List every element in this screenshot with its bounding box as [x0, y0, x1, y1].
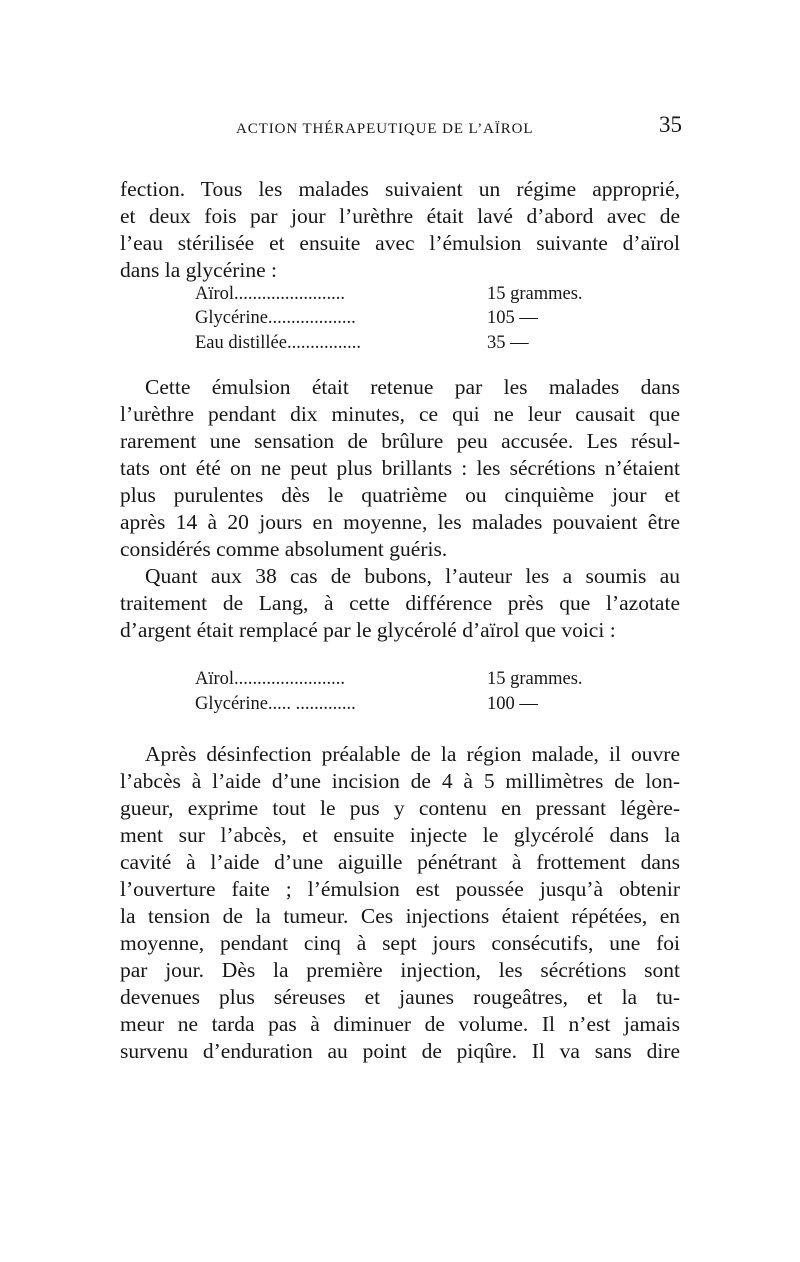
paragraph-1-line-1: fection. Tous les malades suivaient un régime approprié,	[120, 177, 680, 201]
paragraph-4-line-12: survenu d’enduration au point de piqûre. Il va sans dire	[120, 1039, 680, 1063]
paragraph-4-line-1: Après désinfection préalable de la région malade, il ouvre	[145, 742, 680, 766]
paragraph-3-line-3: d’argent était remplacé par le glycérolé d’aïrol que voici :	[120, 618, 616, 642]
paragraph-4-line-8: moyenne, pendant cinq à sept jours consécutifs, une foi	[120, 931, 680, 955]
paragraph-3-line-1: Quant aux 38 cas de bubons, l’auteur les a soumis au	[145, 564, 680, 588]
running-header	[120, 112, 682, 146]
paragraph-2-line-6: après 14 à 20 jours en moyenne, les malades pouvaient être	[120, 510, 680, 534]
ingredient-amount: 15 grammes.	[487, 669, 583, 689]
ingredient-amount: 100 —	[487, 694, 538, 714]
paragraph-4-line-9: par jour. Dès la première injection, les sécrétions sont	[120, 958, 680, 982]
paragraph-2-line-4: tats ont été on ne peut plus brillants : les sécrétions n’étaient	[120, 456, 680, 480]
paragraph-2-line-2: l’urèthre pendant dix minutes, ce qui ne leur causait que	[120, 402, 680, 426]
paragraph-1-line-3: l’eau stérilisée et ensuite avec l’émulsion suivante d’aïrol	[120, 231, 680, 255]
running-title: ACTION THÉRAPEUTIQUE DE L’AÏROL	[236, 121, 534, 137]
recipe-1-row-3	[195, 330, 615, 356]
paragraph-2-line-7: considérés comme absolument guéris.	[120, 537, 448, 561]
paragraph-4-line-4: ment sur l’abcès, et ensuite injecte le glycérolé dans la	[120, 823, 680, 847]
paragraph-2-line-1: Cette émulsion était retenue par les malades dans	[145, 375, 680, 399]
recipe-2-row-1	[195, 666, 615, 692]
recipe-2-row-2	[195, 691, 615, 717]
recipe-1-row-1	[195, 281, 615, 307]
ingredient-amount: 15 grammes.	[487, 284, 583, 304]
paragraph-2-line-3: rarement une sensation de brûlure peu accusée. Les résul-	[120, 429, 680, 453]
paragraph-1-line-4: dans la glycérine :	[120, 258, 278, 282]
ingredient-name: Aïrol........................	[195, 669, 346, 689]
ingredient-amount: 35 —	[487, 333, 529, 353]
ingredient-name: Aïrol........................	[195, 284, 346, 304]
page-number: 35	[659, 112, 682, 137]
recipe-1-row-2	[195, 305, 615, 331]
paragraph-1-line-2: et deux fois par jour l’urèthre était lavé d’abord avec de	[120, 204, 680, 228]
paragraph-4-line-5: cavité à l’aide d’une aiguille pénétrant à frottement dans	[120, 850, 680, 874]
ingredient-name: Eau distillée................	[195, 333, 361, 353]
paragraph-4-line-6: l’ouverture faite ; l’émulsion est poussée jusqu’à obtenir	[120, 877, 680, 901]
paragraph-3-line-2: traitement de Lang, à cette différence près que l’azotate	[120, 591, 680, 615]
ingredient-amount: 105 —	[487, 308, 538, 328]
paragraph-4-line-11: meur ne tarda pas à diminuer de volume. Il n’est jamais	[120, 1012, 680, 1036]
paragraph-4-line-10: devenues plus séreuses et jaunes rougeâtres, et la tu-	[120, 985, 680, 1009]
ingredient-name: Glycérine...................	[195, 308, 356, 328]
paragraph-2-line-5: plus purulentes dès le quatrième ou cinquième jour et	[120, 483, 680, 507]
paragraph-4-line-3: gueur, exprime tout le pus y contenu en pressant légère-	[120, 796, 680, 820]
paragraph-4-line-2: l’abcès à l’aide d’une incision de 4 à 5 millimètres de lon-	[120, 769, 680, 793]
ingredient-name: Glycérine..... .............	[195, 694, 356, 714]
paragraph-4-line-7: la tension de la tumeur. Ces injections étaient répétées, en	[120, 904, 680, 928]
